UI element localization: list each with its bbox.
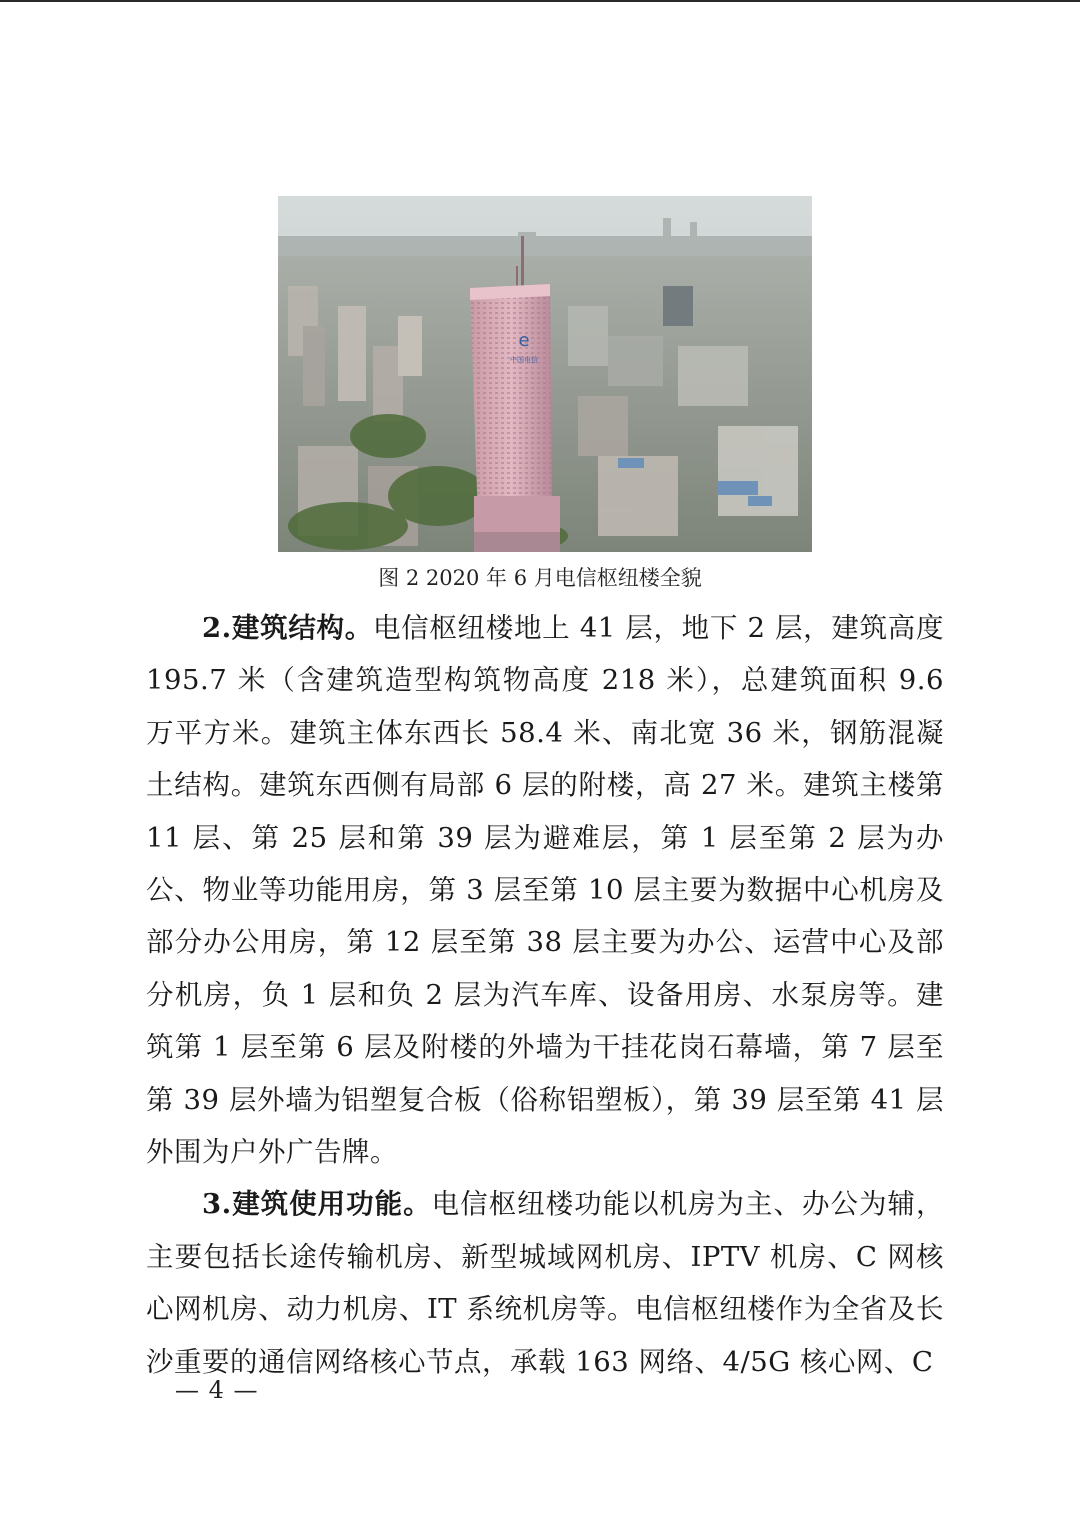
paragraph-text: 电信枢纽楼功能以机房为主、办公为辅，主要包括长途传输机房、新型城域网机房、IPTV 机房、C 网核心网机房、动力机房、IT 系统机房等。电信枢纽楼作为全省及长沙重要的通信网络核心节点，承载 163 网络、4/5G 核心网、C	[146, 1188, 944, 1378]
paragraph-lead: 2.建筑结构。	[202, 612, 373, 644]
paragraph-lead: 3.建筑使用功能。	[202, 1188, 432, 1221]
paragraph-building-structure	[146, 602, 944, 1178]
paragraph-building-function	[146, 1178, 944, 1388]
telecom-building-photo	[278, 196, 812, 552]
body-text	[146, 602, 944, 1388]
telecom-logo-text: 中国电信	[510, 356, 538, 364]
top-border-rule	[0, 0, 1080, 2]
page-number: — 4 —	[175, 1376, 259, 1404]
telecom-logo-icon: e	[518, 330, 530, 351]
paragraph-text: 电信枢纽楼地上 41 层，地下 2 层，建筑高度 195.7 米（含建筑造型构筑物高度 218 米），总建筑面积 9.6 万平方米。建筑主体东西长 58.4 米、南北宽 36 米，钢筋混凝土结构。建筑东西侧有局部 6 层的附楼，高 27 米。建筑主楼第 11 层、第 25 层和第 39 层为避难层，第 1 层至第 2 层为办公、物业等功能用房，第 3 层至第 10 层主要为数据中心机房及部分办公用房，第 12 层至第 38 层主要为办公、运营中心及部分机房，负 1 层和负 2 层为汽车库、设备用房、水泵房等。建筑第 1 层至第 6 层及附楼的外墙为干挂花岗石幕墙，第 7 层至第 39 层外墙为铝塑复合板（俗称铝塑板），第 39 层至第 41 层外围为户外广告牌。	[146, 612, 944, 1169]
figure-caption: 图 2 2020 年 6 月电信枢纽楼全貌	[378, 566, 702, 590]
